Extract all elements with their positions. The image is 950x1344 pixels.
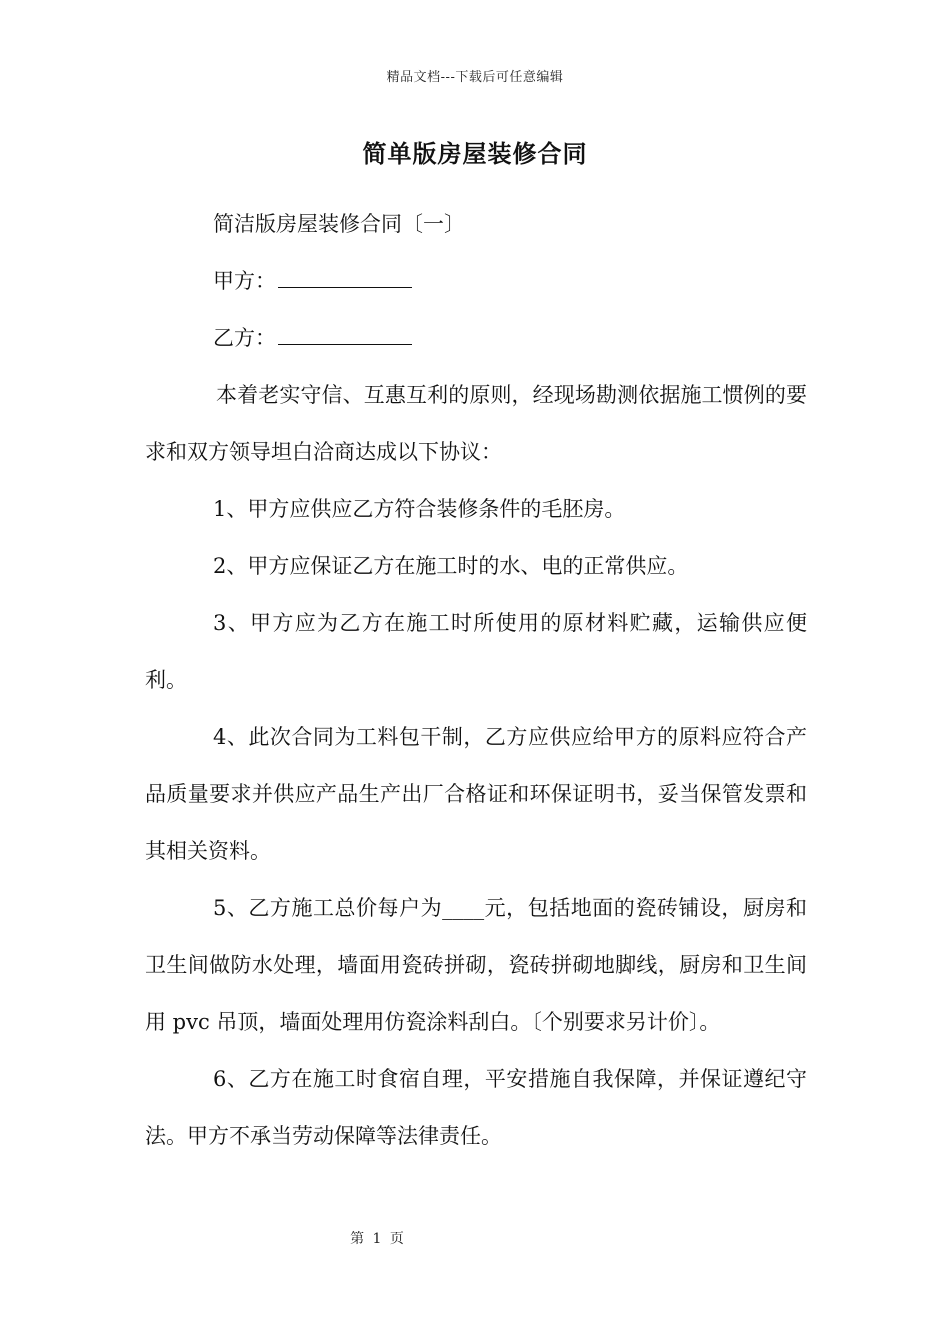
contract-subtitle: 简洁版房屋装修合同〔一〕	[213, 212, 465, 236]
clause-1: 1、甲方应供应乙方符合装修条件的毛胚房。	[213, 497, 626, 521]
document-body	[145, 196, 807, 1165]
document-title: 简单版房屋装修合同	[362, 139, 588, 168]
clause-5: 5、乙方施工总价每户为____元，包括地面的瓷砖铺设，厨房和卫生间做防水处理，墙面用瓷砖拼砌，瓷砖拼砌地脚线，厨房和卫生间用 pvc 吊顶，墙面处理用仿瓷涂料刮白。〔个别要求另计价〕。	[145, 896, 807, 1034]
party-b-label: 乙方：	[213, 326, 276, 350]
clause-3: 3、甲方应为乙方在施工时所使用的原材料贮藏，运输供应便利。	[145, 611, 807, 692]
party-a-label: 甲方：	[213, 269, 276, 293]
intro-paragraph: 本着老实守信、互惠互利的原则，经现场勘测依据施工惯例的要求和双方领导坦白洽商达成以下协议：	[145, 383, 807, 464]
clause-6: 6、乙方在施工时食宿自理，平安措施自我保障，并保证遵纪守法。甲方不承当劳动保障等法律责任。	[145, 1067, 807, 1148]
clause-2: 2、甲方应保证乙方在施工时的水、电的正常供应。	[213, 554, 689, 578]
clause-4: 4、此次合同为工料包干制，乙方应供应给甲方的原料应符合产品质量要求并供应产品生产出厂合格证和环保证明书，妥当保管发票和其相关资料。	[145, 725, 807, 863]
party-b-line	[145, 310, 807, 367]
page-header: 精品文档---下载后可任意编辑	[386, 70, 564, 85]
party-b-blank	[278, 343, 412, 345]
page-number: 第 1 页	[350, 1231, 406, 1247]
party-a-blank	[278, 286, 412, 288]
party-a-line	[145, 253, 807, 310]
